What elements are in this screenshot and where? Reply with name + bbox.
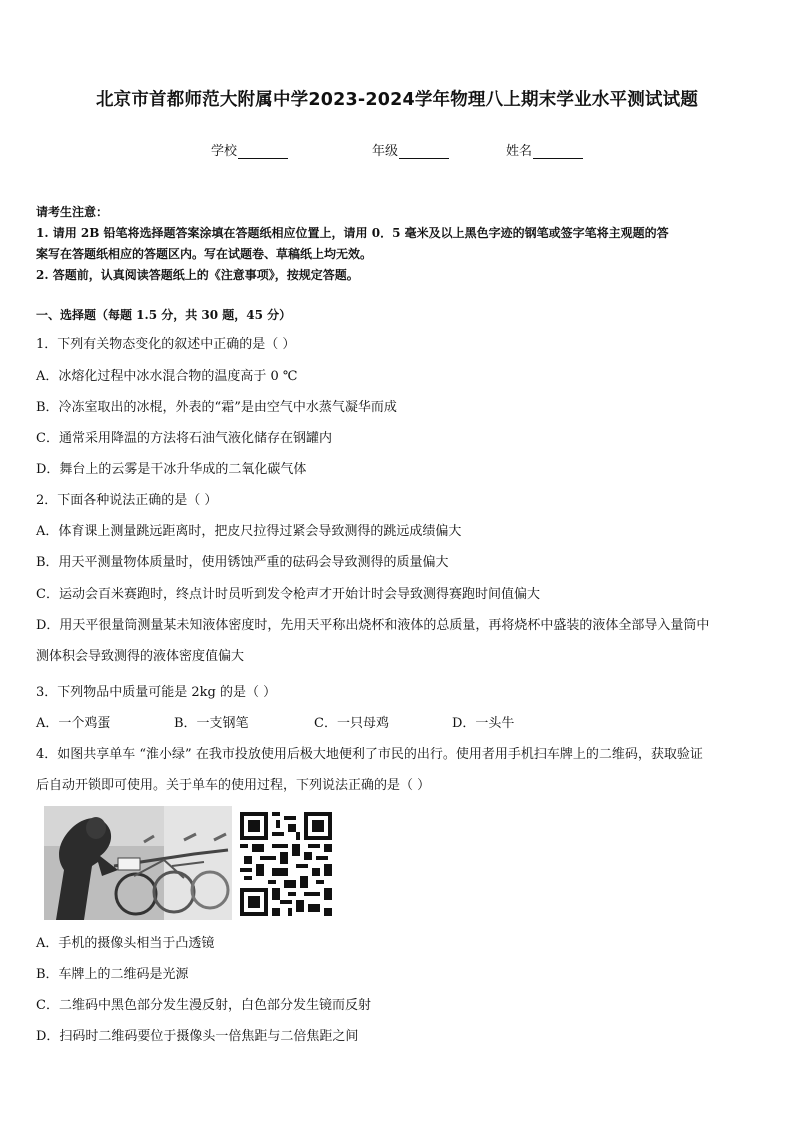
q4-option-d: D．扫码时二维码要位于摄像头一倍焦距与二倍焦距之间: [36, 1029, 359, 1044]
section-heading: 一、选择题（每题 1.5 分，共 30 题，45 分）: [36, 308, 292, 322]
q4-stem-line-1: 4．如图共享单车 “淮小绿” 在我市投放使用后极大地便利了市民的出行。使用者用手机扫车牌上的二维码，获取验证: [36, 747, 703, 762]
q4-figure: [44, 806, 332, 920]
q2-option-d-line-2: 测体积会导致测得的液体密度值偏大: [36, 649, 245, 664]
q2-option-c: C．运动会百米赛跑时，终点计时员听到发令枪声才开始计时会导致测得赛跑时间值偏大: [36, 587, 540, 602]
q3-option-a: A．一个鸡蛋: [36, 716, 111, 731]
name-field: [506, 140, 583, 159]
name-blank: [533, 144, 583, 159]
student-info-row: [0, 140, 794, 160]
name-label: 姓名: [506, 144, 533, 159]
q1-option-d: D．舞台上的云雾是干冰升华成的二氧化碳气体: [36, 462, 307, 477]
q2-option-b: B．用天平测量物体质量时，使用锈蚀严重的砝码会导致测得的质量偏大: [36, 555, 449, 570]
q3-stem: 3．下列物品中质量可能是 2kg 的是（ ）: [36, 685, 277, 700]
notice-line-1: 1. 请用 2B 铅笔将选择题答案涂填在答题纸相应位置上，请用 0．5 毫米及以上黑色字迹的钢笔或签字笔将主观题的答: [36, 226, 669, 240]
grade-field: [372, 140, 449, 159]
bike-sharing-photo: [44, 806, 232, 920]
notice-line-3: 2. 答题前，认真阅读答题纸上的《注意事项》，按规定答题。: [36, 268, 359, 282]
q2-option-d-line-1: D．用天平很量筒测量某未知液体密度时，先用天平称出烧杯和液体的总质量，再将烧杯中盛装的液体全部导入量筒中: [36, 618, 710, 633]
q3-option-b: B．一支钢笔: [174, 716, 249, 731]
q4-option-c: C．二维码中黑色部分发生漫反射，白色部分发生镜而反射: [36, 998, 371, 1013]
q2-option-a: A．体育课上测量跳远距离时，把皮尺拉得过紧会导致测得的跳远成绩偏大: [36, 524, 462, 539]
q1-stem: 1．下列有关物态变化的叙述中正确的是（ ）: [36, 337, 296, 352]
grade-label: 年级: [372, 144, 399, 159]
school-blank: [238, 144, 288, 159]
q4-stem-line-2: 后自动开锁即可使用。关于单车的使用过程，下列说法正确的是（ ）: [36, 778, 431, 793]
qr-code-image: [240, 812, 332, 916]
q1-option-a: A．冰熔化过程中冰水混合物的温度高于 0 ℃: [36, 369, 298, 384]
notice-heading: 请考生注意：: [36, 205, 109, 219]
q4-option-a: A．手机的摄像头相当于凸透镜: [36, 936, 215, 951]
q3-option-d: D．一头牛: [452, 716, 515, 731]
q1-option-c: C．通常采用降温的方法将石油气液化储存在钢罐内: [36, 431, 332, 446]
q1-option-b: B．冷冻室取出的冰棍，外表的“霜”是由空气中水蒸气凝华而成: [36, 400, 397, 415]
notice-line-2: 案写在答题纸相应的答题区内。写在试题卷、草稿纸上均无效。: [36, 247, 373, 261]
page-title: 北京市首都师范大附属中学2023-2024学年物理八上期末学业水平测试试题: [95, 90, 699, 110]
q2-stem: 2．下面各种说法正确的是（ ）: [36, 493, 218, 508]
grade-blank: [399, 144, 449, 159]
school-field: [211, 140, 288, 159]
q3-option-c: C．一只母鸡: [314, 716, 389, 731]
school-label: 学校: [211, 144, 238, 159]
q4-option-b: B．车牌上的二维码是光源: [36, 967, 189, 982]
q3-options: [36, 712, 736, 732]
